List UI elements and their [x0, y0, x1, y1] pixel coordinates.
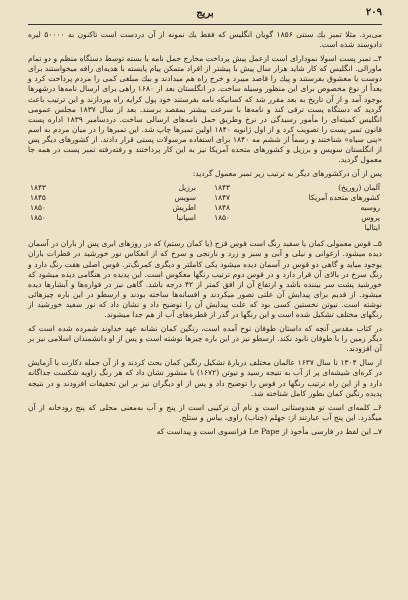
year-value: ۱۸۵۰ [30, 203, 46, 213]
paragraph-8: ۷ــ این لفظ در فارسی مأخوذ از Le Pape فرانسوی است و پیداست که [156, 426, 382, 436]
year-value [28, 223, 78, 233]
year-value: ۱۸۴۳ [214, 183, 230, 193]
country-name: اسپانیا [176, 213, 196, 223]
country-name: اطریش [172, 203, 196, 213]
country-name: ایتالیا [364, 223, 380, 233]
running-title: بریج [196, 8, 214, 19]
year-value: ۱۸۴۳ [30, 183, 46, 193]
country-name: سویس [174, 193, 196, 203]
year-value: ۱۸۴۸ [214, 203, 230, 213]
country-name: پروس [361, 213, 380, 223]
year-value [212, 223, 262, 233]
table-row [28, 213, 382, 223]
header-rule [28, 24, 382, 25]
year-value: ۱۸۴۵ [30, 193, 46, 203]
table-row [28, 183, 382, 193]
country-name: روسیه [360, 203, 380, 213]
table-row [28, 193, 382, 203]
page-header [28, 6, 382, 24]
page-number: ۲۰۹ [365, 7, 382, 18]
paragraph-4: ۵ــ قوس معمولی کمان یا سفید رنگ است قوس قزح (یا کمان رستم) که در روزهای ابری پس از باران در آسمان دیده میشود. ارغوانی و نیلی و آبی و سبز و زرد و نارنجی و سرخ که از انعکاس نور خورشید در قطرات باران بوجود میاید و گاهی دو قوس در آسمان دیده میشود یکی کاملتر و دیگری کمرنگ‌تر. قوس اصلی هفت رنگ دارد و رنگ سرخ در بالای آن قرار دارد و در قوس دوم ترتیب رنگها معکوس است. این پدیده در هنگامی دیده میشود که خورشید پشت سر بیننده باشد و ارتفاع آن از افق کمتر از ۴۲ درجه باشد. گاهی نیز در فواره‌ها و آبشارها دیده میشود. از قدیم برای پیدایش آن علتی تصور میکردند و افسانه‌ها ساخته بودند و ارسطو در این باره چیزهائی نوشته است. نیوتن نخستین کسی بود که علت پیدایش آن را توضیح داد و نشان داد که نور سفید خورشید از رنگهای مختلف تشکیل شده است و این رنگها در گذر از قطره‌های آب از هم جدا میشوند. [28, 239, 382, 319]
stamp-dates-table [28, 183, 382, 233]
country-name: کشورهای متحده آمریکا [308, 193, 380, 203]
table-row [28, 203, 382, 213]
table-row [28, 223, 382, 233]
year-value: ۱۸۴۷ [214, 193, 230, 203]
paragraph-6: از سال ۱۳۰۴ تا سال ۱۶۳۷ عالمان مختلف دربارهٔ تشکیل رنگین کمان بحث کردند و از آن جمله دکارت با آزمایش در کره‌ای شیشه‌ای پر از آب به نتیجه رسید و نیوتن (۱۶۷۲) با منشور نشان داد که هر رنگ زاویه شکست جداگانه دارد و از این راه ترتیب رنگها در قوس را توضیح داد و پس از او دیگران نیز بر این تحقیقات افزودند و در نتیجه پدیده رنگین کمان بطور کامل شناخته شد. [28, 358, 382, 398]
paragraph-1: می‌برد. مثلا تمبر یك سنتی ۱۸۵۶ گویان انگلیس که فقط یك نمونه از آن دردست است تاکنون به ۵۰۰۰۰ لیره دادوستد شده است. [28, 30, 383, 50]
paragraph-2: ۴ــ تمبر پست اسولا نمودارای است ازعمل پیش پرداخت مخارج حمل نامه یا بسته توسط دستگاه منظم و دو تمام ماورالی. انگلیس که کار شاید هزار سال پیش با پیشتر از افراد متمکن پیام پایسته با هدیه‌ای رافه میخواستند برای دوست یا معشوق بفرستند و پیك را قاصد میبرد و خرج راه هم میدادند و بیك مبلغی کمی را مردم پرداخت کرد و بعداً از نوع مخصوص برای این منظور وسیله ساخت. در انگلستان بعد از ۱۶۸۰ راهی برای ارسال نامه‌ها درشهرها بوجود آمد و از آن تاریخ به بعد مقرر شد که کسانیکه نامه بفرستند خود پول کرایه راه بپردازند و این ترتیب باعث گردید که دستگاه پست ترقی کند و نامه‌ها با سرعت بیشتر بمقصد برسند. بعد از سال ۱۸۳۷ مجلس عمومی انگلیس کمیته‌ای را مأمور رسیدگی در نرخ وطریق حمل نامه‌های ارسالی ساخت. دردسامبر ۱۸۳۹ اداره پست قانون تمبر پست را تصویب کرد و از اول ژانویه ۱۸۴۰ اولین تمبرها چاپ شد. این تمبرها را در میان مردم به اسم «پنی سیاه» شناختند و رسماً از ششم مه ۱۸۴۰ برای استفاده مرسولات پستی قرار دادند. از کشورهای دیگر پس از انگلستان سویس و برزیل و کشورهای متحده آمریکا نیز به این کار پرداختند و رفته‌رفته تمبر پست در همه جا معمول گردید. [28, 54, 383, 165]
paragraph-5: در کتاب مقدس آنچه که داستان طوفان نوح آمده است، رنگین کمان نشانه عهد خداوند شمرده شده است که دیگر زمین را با طوفان نابود نکند. ارسطو نیز در این باره چیزها نوشته است و پس از او دانشمندان اسلامی نیز بر آن افزودند. [28, 324, 382, 354]
paragraph-7: ۶ــ کلمه‌ای است تو هندوستانی است و نام آن ترکیبی است از پنج و آب به‌معنی محلی که پنج رودخانه از آن میگذرد. این پنج آب عبارتند از: جهلم (چناب) راوی، بیاس و ستلج. [28, 402, 382, 422]
country-name: برزیل [178, 183, 196, 193]
country-name: آلمان (زوریخ) [338, 183, 380, 193]
paragraph-3: پس از آن درکشورهای دیگر به ترتیب زیر تمبر معمول گردید: [192, 169, 382, 179]
page-body [28, 30, 382, 590]
year-value: ۱۸۵۰ [214, 213, 230, 223]
country-name [78, 223, 198, 233]
year-value: ۱۸۵۰ [30, 213, 46, 223]
